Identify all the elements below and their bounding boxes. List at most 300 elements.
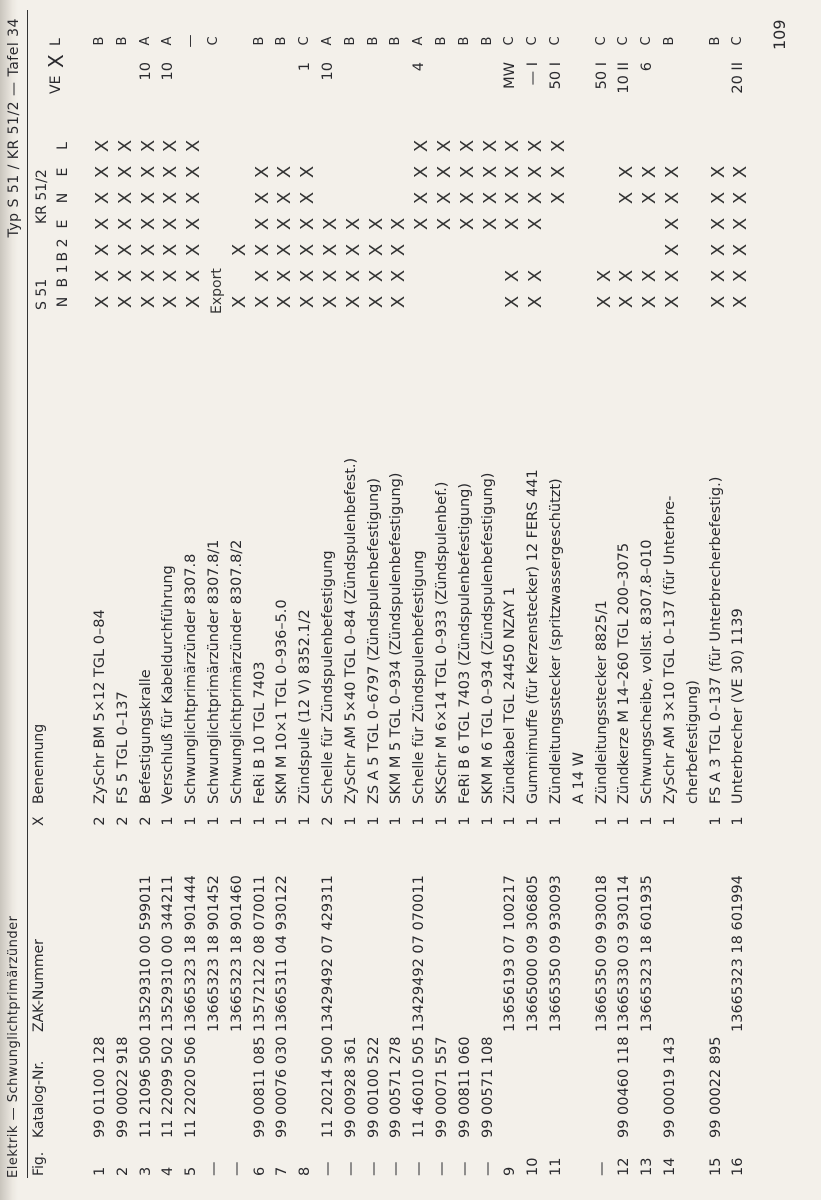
fit-mark: X (183, 139, 205, 153)
fit-mark: X (456, 217, 478, 231)
col-fig-header: Fig. (31, 1151, 47, 1176)
class-tag: C (297, 36, 313, 46)
quantity: 1 (639, 816, 656, 826)
fit-mark: X (730, 243, 752, 257)
fit-mark: X (228, 243, 250, 257)
fit-mark: X (274, 269, 296, 283)
fit-mark: X (365, 243, 387, 257)
fit-mark: X (434, 217, 455, 231)
fit-mark: X (92, 191, 113, 205)
class-tag: C (548, 36, 563, 46)
zak-number: 13665000 09 306805 (525, 875, 542, 1032)
fit-mark: X (730, 165, 752, 179)
fit-mark: X (160, 243, 182, 257)
fit-mark: X (137, 243, 159, 257)
col-benennung-header: Benennung (31, 723, 47, 804)
fit-mark: X (479, 165, 501, 179)
fig-number: 11 (548, 1157, 564, 1176)
part-name: ZySchr AM 5×40 TGL 0–84 (Zündspulenbefest.) (342, 457, 359, 804)
quantity: 1 (593, 816, 610, 826)
fit-mark: X (183, 269, 205, 283)
part-name: Verschluß für Kabeldurchführung (160, 565, 177, 804)
fit-mark: X (114, 139, 136, 153)
quantity: 1 (206, 816, 222, 826)
zak-number: 13665311 04 930122 (274, 875, 291, 1032)
part-name: SKSchr M 6×14 TGL 0–933 (Zündspulenbef.) (434, 481, 450, 804)
fit-mark: X (114, 165, 136, 179)
fit-mark: X (479, 191, 501, 205)
fit-mark: X (639, 191, 661, 205)
fig-number: — (593, 1161, 610, 1176)
fit-mark: X (662, 191, 683, 205)
table-row (206, 0, 229, 1200)
part-name: FS A 3 TGL 0–137 (für Unterbrecherbefestig.) (707, 476, 724, 804)
fig-number: — (342, 1161, 359, 1176)
fit-mark: X (274, 191, 296, 205)
zak-number: 13665330 03 930114 (616, 875, 633, 1032)
fit-mark: X (274, 217, 296, 231)
katalog-number: 11 20214 500 (320, 1036, 336, 1138)
fit-mark: X (525, 165, 547, 179)
part-name: FeRi B 6 TGL 7403 (Zündspulenbefestigung) (456, 483, 473, 804)
table-row (320, 0, 343, 1200)
fit-mark: X (411, 217, 433, 231)
part-name: ZS A 5 TGL 0–6797 (Zündspulenbefestigung) (365, 477, 382, 804)
katalog-number: 99 00928 361 (342, 1036, 359, 1138)
fit-mark: X (92, 217, 113, 231)
class-tag: C (502, 36, 518, 46)
fit-mark: X (320, 217, 341, 231)
katalog-number: 99 00076 030 (274, 1036, 291, 1138)
katalog-number: 11 21096 500 (137, 1036, 154, 1138)
fig-number: 14 (662, 1157, 678, 1176)
col-katalog-header: Katalog-Nr. (31, 1060, 47, 1138)
part-name: SKM M 6 TGL 0–934 (Zündspulenbefestigung) (479, 472, 496, 804)
quantity: 2 (114, 816, 131, 826)
class-tag: B (365, 36, 381, 46)
fit-mark: X (92, 243, 113, 257)
table-row (502, 0, 525, 1200)
quantity: 1 (616, 816, 633, 826)
part-name: Zündleitungsstecker 8825/1 (593, 600, 610, 804)
fig-number: 13 (639, 1157, 656, 1176)
part-name: ZySchr BM 5×12 TGL 0–84 (92, 609, 108, 804)
fig-number: — (434, 1161, 450, 1176)
fit-mark: X (160, 295, 182, 309)
table-row (730, 0, 753, 1200)
class-tag: C (525, 36, 541, 46)
fit-mark: X (297, 165, 319, 179)
fit-mark: X (707, 269, 729, 283)
type-plate-header: Typ S 51 / KR 51/2 — Tafel 34 (6, 18, 22, 238)
zak-number: 13665323 18 901460 (228, 875, 245, 1032)
header-rule (27, 10, 28, 1178)
fig-number: 3 (137, 1166, 154, 1176)
fit-mark: X (228, 295, 250, 309)
class-tag: B (92, 36, 107, 46)
katalog-number: 11 46010 505 (411, 1036, 428, 1138)
fit-mark: X (662, 243, 683, 257)
part-name: Schelle für Zündspulenbefestigung (411, 550, 428, 804)
class-tag: C (730, 36, 746, 46)
table-row (434, 0, 457, 1200)
quantity: 1 (228, 816, 245, 826)
ve-value: 50 I (593, 62, 610, 90)
quantity: 1 (183, 816, 200, 826)
fit-mark: X (730, 295, 752, 309)
fit-mark: X (502, 295, 524, 309)
zak-number: 13429492 07 070011 (411, 875, 428, 1032)
fig-number: — (228, 1161, 245, 1176)
fit-mark: X (434, 165, 455, 179)
class-tag: A (320, 36, 335, 46)
fit-mark: X (639, 295, 661, 309)
fit-mark: X (456, 139, 478, 153)
zak-number: 13529310 00 344211 (160, 875, 177, 1032)
part-name: cherbefestigung) (684, 680, 701, 804)
fit-mark: X (160, 139, 182, 153)
part-name: Zündkabel TGL 24450 NZAY 1 (502, 586, 519, 804)
katalog-number: 99 00571 278 (388, 1036, 405, 1138)
fig-number: — (411, 1161, 428, 1176)
fit-mark: X (92, 295, 113, 309)
fit-mark: X (434, 191, 455, 205)
col-ve-header: VE (48, 75, 64, 94)
fit-mark: X (342, 269, 364, 283)
class-tag: B (707, 36, 723, 46)
fit-mark: X (92, 269, 113, 283)
quantity: 1 (251, 816, 268, 826)
vehicle-model-kr51-2: KR 51/2 (34, 169, 50, 224)
part-name: Zündleitungsstecker (spritzwassergeschützt) (548, 478, 564, 804)
table-row (571, 0, 594, 1200)
fit-mark: X (274, 295, 296, 309)
fit-mark: X (502, 217, 524, 231)
part-name: Zündkerze M 14–260 TGL 200–3075 (616, 542, 633, 804)
table-row (92, 0, 115, 1200)
fit-mark: X (114, 217, 136, 231)
quantity: 1 (479, 816, 496, 826)
quantity: 1 (525, 816, 542, 826)
quantity: 1 (365, 816, 382, 826)
col-tag-header: L (48, 38, 64, 46)
fit-mark: X (548, 165, 569, 179)
col-zak-header: ZAK-Nummer (31, 939, 47, 1032)
class-tag: B (456, 36, 472, 46)
fit-mark: X (707, 295, 729, 309)
fit-mark: X (160, 165, 182, 179)
class-tag: B (342, 36, 358, 46)
fit-mark: X (525, 191, 547, 205)
katalog-number: 99 00100 522 (365, 1036, 382, 1138)
fit-mark: X (251, 165, 273, 179)
table-row (297, 0, 320, 1200)
class-tag: A (160, 36, 176, 46)
fig-number: 16 (730, 1157, 747, 1176)
table-row (366, 0, 389, 1200)
fit-mark: X (137, 139, 159, 153)
ve-value: 10 (320, 62, 336, 81)
fit-mark: X (342, 243, 364, 257)
fit-mark: X (297, 191, 319, 205)
fit-mark: X (548, 191, 569, 205)
class-tag: B (662, 36, 677, 46)
fit-mark: X (388, 217, 410, 231)
fit-mark: X (502, 139, 524, 153)
table-row (639, 0, 662, 1200)
fit-mark: X (456, 191, 478, 205)
fig-number: — (388, 1161, 405, 1176)
fit-mark: X (456, 165, 478, 179)
fig-number: — (456, 1161, 473, 1176)
table-row (708, 0, 731, 1200)
quantity: 1 (456, 816, 473, 826)
fit-mark: X (388, 295, 410, 309)
fit-mark: X (662, 165, 683, 179)
zak-number: 13572122 08 070011 (251, 875, 268, 1032)
katalog-number: 99 00022 918 (114, 1036, 131, 1138)
variant-label: N (55, 296, 71, 308)
fit-mark: X (525, 139, 547, 153)
fig-number: — (320, 1161, 336, 1176)
quantity: 1 (730, 816, 747, 826)
fit-mark: X (365, 217, 387, 231)
fit-mark: X (114, 295, 136, 309)
fit-mark: X (114, 191, 136, 205)
class-tag: A (137, 36, 153, 46)
quantity: 1 (342, 816, 359, 826)
fit-mark: X (593, 295, 615, 309)
fig-number: 15 (707, 1157, 724, 1176)
table-row (160, 0, 183, 1200)
table-row (138, 0, 161, 1200)
fit-mark: X (662, 295, 683, 309)
zak-number: 13429492 07 429311 (320, 875, 336, 1032)
fit-mark: X (616, 165, 638, 179)
fig-number: 12 (616, 1157, 633, 1176)
variant-label: B 2 (55, 238, 71, 262)
class-tag: B (274, 36, 290, 46)
zak-number: 13656193 07 100217 (502, 875, 519, 1032)
fit-mark: X (320, 295, 341, 309)
fit-mark: X (411, 139, 433, 153)
fit-mark: X (411, 191, 433, 205)
fit-mark: X (388, 269, 410, 283)
fit-mark: X (297, 269, 319, 283)
fit-mark: X (707, 243, 729, 257)
fig-number: — (206, 1161, 222, 1176)
part-name: FeRi B 10 TGL 7403 (251, 661, 268, 804)
fig-number: 7 (274, 1166, 291, 1176)
fit-mark: X (320, 269, 341, 283)
katalog-number: 11 22099 502 (160, 1036, 177, 1138)
fit-mark: X (707, 191, 729, 205)
katalog-number: 99 00071 557 (434, 1036, 450, 1138)
class-tag: — (183, 34, 199, 48)
fit-mark: X (274, 243, 296, 257)
fig-number: 8 (297, 1166, 314, 1176)
zak-number: 13665350 09 930018 (593, 875, 610, 1032)
fig-number: 9 (502, 1166, 519, 1176)
part-name: Zündspule (12 V) 8352.1/2 (297, 609, 314, 804)
fit-mark: X (365, 269, 387, 283)
fit-mark: X (479, 139, 501, 153)
zak-number: 13665323 18 601935 (639, 875, 656, 1032)
ve-value: 1 (297, 62, 314, 72)
fit-mark: X (616, 191, 638, 205)
class-tag: A (411, 36, 427, 46)
fit-mark: X (730, 269, 752, 283)
fit-mark: X (297, 243, 319, 257)
quantity: 1 (502, 816, 519, 826)
fit-mark: X (92, 139, 113, 153)
quantity: 2 (320, 816, 336, 826)
table-row (457, 0, 480, 1200)
ve-value: 10 (160, 62, 177, 81)
table-row (388, 0, 411, 1200)
fit-mark: X (274, 165, 296, 179)
table-row (616, 0, 639, 1200)
fit-note: Export (209, 268, 225, 314)
zak-number: 13529310 00 599011 (137, 875, 154, 1032)
fit-mark: X (502, 191, 524, 205)
fit-mark: X (137, 165, 159, 179)
fit-mark: X (593, 269, 615, 283)
fit-mark: X (479, 217, 501, 231)
table-row (274, 0, 297, 1200)
fig-number: — (479, 1161, 496, 1176)
fig-number: — (365, 1161, 382, 1176)
table-row (525, 0, 548, 1200)
col-mark-header: X (44, 54, 68, 68)
table-row (594, 0, 617, 1200)
fig-number: 6 (251, 1166, 268, 1176)
fit-mark: X (707, 217, 729, 231)
fit-mark: X (251, 269, 273, 283)
fit-mark: X (183, 165, 205, 179)
quantity: 1 (662, 816, 678, 826)
class-tag: C (616, 36, 632, 46)
zak-number: 13665323 18 901452 (206, 875, 222, 1032)
fit-mark: X (160, 269, 182, 283)
fit-mark: X (251, 217, 273, 231)
variant-label: N (55, 192, 71, 204)
katalog-number: 11 22020 506 (183, 1036, 200, 1138)
table-row (548, 0, 571, 1200)
quantity: 1 (707, 816, 724, 826)
part-name: SKM M 5 TGL 0–934 (Zündspulenbefestigung) (388, 472, 405, 804)
fit-mark: X (183, 191, 205, 205)
part-name: SKM M 10×1 TGL 0–936–5.0 (274, 599, 291, 804)
table-row (343, 0, 366, 1200)
fig-number: 4 (160, 1166, 177, 1176)
fit-mark: X (616, 295, 638, 309)
katalog-number: 99 01100 128 (92, 1036, 108, 1138)
zak-number: 13665350 09 930093 (548, 875, 564, 1032)
class-tag: B (388, 36, 404, 46)
katalog-number: 99 00571 108 (479, 1036, 496, 1138)
ve-value: 10 (137, 62, 154, 81)
fit-mark: X (342, 217, 364, 231)
fit-mark: X (137, 217, 159, 231)
fit-mark: X (730, 217, 752, 231)
table-row (252, 0, 275, 1200)
fit-mark: X (616, 269, 638, 283)
quantity: 1 (274, 816, 291, 826)
katalog-number: 99 00022 895 (707, 1036, 724, 1138)
fit-mark: X (183, 295, 205, 309)
part-name: Gummimuffe (für Kerzenstecker) 12 FERS 441 (525, 469, 542, 804)
variant-label: L (55, 142, 71, 150)
quantity: 1 (297, 816, 314, 826)
fit-mark: X (548, 139, 569, 153)
fit-mark: X (502, 165, 524, 179)
vehicle-model-s51: S 51 (34, 278, 50, 310)
table-row (411, 0, 434, 1200)
fit-mark: X (183, 217, 205, 231)
class-tag: B (434, 36, 449, 46)
fit-mark: X (160, 191, 182, 205)
fit-mark: X (114, 243, 136, 257)
part-name: Schwunglichtprimärzünder 8307.8/2 (228, 539, 245, 804)
variant-label: E (55, 167, 71, 177)
quantity: 1 (388, 816, 405, 826)
ve-value: MW (502, 62, 519, 89)
quantity: 1 (411, 816, 428, 826)
fit-mark: X (525, 217, 547, 231)
ve-value: 50 I (548, 62, 564, 90)
fig-number: 1 (92, 1166, 108, 1176)
part-name: Befestigungskralle (137, 669, 154, 804)
zak-number: 13665323 18 601994 (730, 875, 747, 1032)
fit-mark: X (388, 243, 410, 257)
table-row (662, 0, 685, 1200)
fit-mark: X (639, 269, 661, 283)
ve-value: — I (525, 62, 542, 86)
class-tag: C (639, 36, 655, 46)
fit-mark: X (320, 243, 341, 257)
fit-mark: X (365, 295, 387, 309)
quantity: 2 (137, 816, 154, 826)
part-name: Schwungscheibe, vollst. 8307.8–010 (639, 539, 656, 804)
table-row (115, 0, 138, 1200)
fit-mark: X (639, 165, 661, 179)
fit-mark: X (662, 269, 683, 283)
variant-label: B 1 (55, 264, 71, 288)
fit-mark: X (251, 295, 273, 309)
table-row (183, 0, 206, 1200)
part-name: Schwunglichtprimärzünder 8307.8 (183, 553, 200, 804)
fit-mark: X (662, 217, 683, 231)
section-header: Elektrik — Schwunglichtprimärzünder (6, 915, 21, 1178)
fit-mark: X (434, 139, 455, 153)
fit-mark: X (411, 165, 433, 179)
quantity: 1 (434, 816, 450, 826)
fig-number: 2 (114, 1166, 131, 1176)
fit-mark: X (730, 191, 752, 205)
fit-mark: X (342, 295, 364, 309)
table-row (480, 0, 503, 1200)
fit-mark: X (251, 191, 273, 205)
fit-mark: X (160, 217, 182, 231)
fit-mark: X (137, 295, 159, 309)
fit-mark: X (114, 269, 136, 283)
class-tag: B (479, 36, 495, 46)
fit-mark: X (137, 191, 159, 205)
col-qty-header: X (31, 816, 47, 826)
ve-value: 10 II (616, 62, 633, 94)
table-row (229, 0, 252, 1200)
